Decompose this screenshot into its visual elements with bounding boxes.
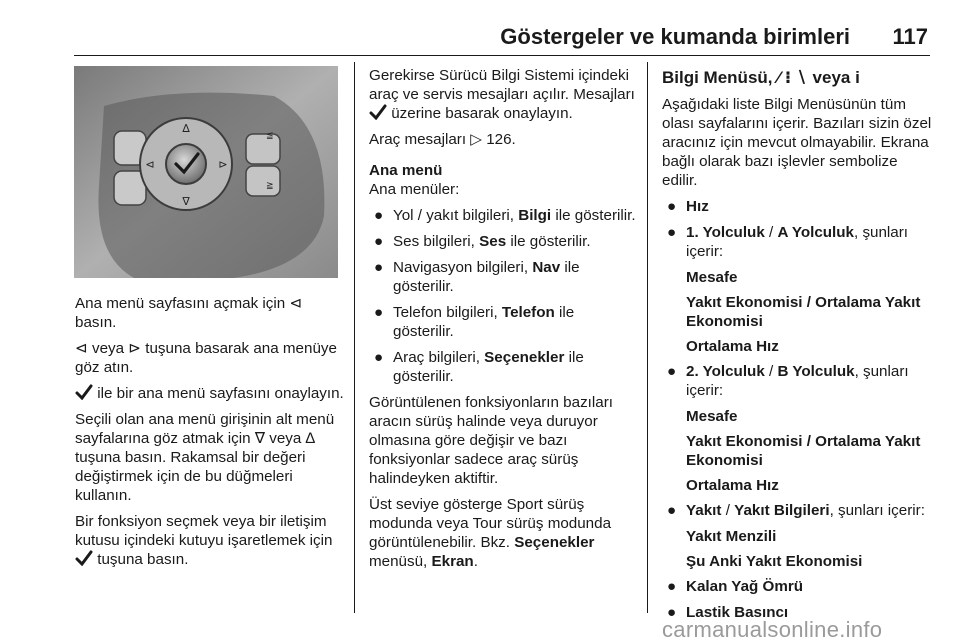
list-item: ● Yol / yakıt bilgileri, Bilgi ile gösterilir. [374, 207, 636, 224]
paragraph: Görüntülenen fonksiyonların bazıları aracın sürüş halinde veya duruyor olmasına göre değişir ve bazı fonksiyonlar sadece araç sürüş halindeyken aktiftir. [369, 394, 613, 487]
page-number: 117 [892, 24, 928, 49]
info-menu-list [662, 197, 934, 261]
list-item: ● Navigasyon bilgileri, Nav ile gösterilir. [374, 259, 580, 295]
sub-item: Ortalama Hız [686, 477, 779, 494]
sub-item: Yakıt Ekonomisi / Ortalama Yakıt Ekonomisi [686, 294, 921, 330]
right-lower-button [246, 166, 280, 196]
svg-text:⊳: ⊳ [218, 158, 228, 171]
svg-text:≧: ≧ [266, 181, 274, 191]
bullet-icon: ● [374, 304, 384, 321]
sub-item: Ortalama Hız [686, 338, 779, 355]
paragraph: ⊲ veya ⊳ tuşuna basarak ana menüye göz atın. [75, 340, 337, 376]
paragraph: Bir fonksiyon seçmek veya bir iletişim kutusu içindeki kutuyu işaretlemek için tuşuna basın. [75, 513, 333, 568]
list-item: ● Kalan Yağ Ömrü [667, 578, 804, 595]
list-item: ● 2. Yolculuk / B Yolculuk, şunları içerir: [667, 363, 909, 399]
section-heading-ana-menu: Ana menü [369, 162, 443, 179]
bullet-icon: ● [374, 349, 384, 366]
bullet-icon: ● [667, 578, 677, 595]
arrow-up-icon: ∆ [305, 430, 315, 447]
bullet-icon: ● [667, 198, 677, 215]
watermark: carmanualsonline.info [662, 617, 883, 642]
main-menu-list [369, 206, 639, 386]
sub-item: Mesafe [686, 408, 738, 425]
paragraph: Ana menüler: [369, 181, 460, 198]
bullet-icon: ● [667, 604, 677, 621]
paragraph: ile bir ana menü sayfasını onaylayın. [75, 384, 345, 403]
check-icon [369, 104, 387, 120]
right-column [662, 66, 934, 629]
sub-item: Mesafe [686, 269, 738, 286]
svg-text:⊲: ⊲ [145, 158, 155, 171]
list-item: ● Telefon bilgileri, Telefon ile gösterilir. [374, 304, 575, 340]
paragraph: Aşağıdaki liste Bilgi Menüsünün tüm olası sayfalarını içerir. Bazıları sizin özel aracınız için mevcut olmayabilir. Ekrana bağlı olarak bazı işlevler sembolize edilir. [662, 96, 932, 189]
sub-item: Şu Anki Yakıt Ekonomisi [686, 553, 863, 570]
info-icon: i [855, 68, 860, 87]
page-header-title: Göstergeler ve kumanda birimleri [500, 24, 850, 49]
steering-wheel-controls-figure [74, 66, 338, 278]
middle-column [369, 66, 639, 578]
list-item: ● Araç bilgileri, Seçenekler ile gösterilir. [374, 349, 584, 385]
paragraph: Araç mesajları ▷ 126. [369, 131, 516, 148]
header-rule [74, 55, 930, 56]
bullet-icon: ● [667, 224, 677, 241]
check-icon [75, 384, 93, 400]
list-item: ● Ses bilgileri, Ses ile gösterilir. [374, 233, 591, 250]
trip-icons: ⁄ ⁝ ∖ [777, 68, 808, 87]
section-heading-bilgi-menusu: Bilgi Menüsü, ⁄ ⁝ ∖ veya i [662, 68, 860, 87]
left-column [75, 294, 345, 576]
bullet-icon: ● [667, 502, 677, 519]
check-icon [75, 550, 93, 566]
bullet-icon: ● [374, 233, 384, 250]
bullet-icon: ● [374, 259, 384, 276]
sub-item: Yakıt Ekonomisi / Ortalama Yakıt Ekonomisi [686, 433, 921, 469]
paragraph: Gerekirse Sürücü Bilgi Sistemi içindeki araç ve servis mesajları açılır. Mesajları üzerine basarak onaylayın. [369, 67, 635, 122]
sub-item: Yakıt Menzili [686, 528, 777, 545]
list-item: ● Yakıt / Yakıt Bilgileri, şunları içerir: [667, 502, 925, 519]
info-menu-list [662, 577, 934, 622]
paragraph: Ana menü sayfasını açmak için ⊲ basın. [75, 295, 303, 331]
bullet-icon: ● [374, 207, 384, 224]
right-upper-button [246, 134, 280, 164]
column-divider-right [647, 62, 648, 613]
info-menu-list [662, 501, 934, 520]
list-item: ● Lastik Basıncı [667, 604, 789, 621]
arrow-down-icon: ∇ [254, 430, 265, 447]
svg-text:≦: ≦ [266, 131, 274, 141]
arrow-left-icon: ⊲ [289, 295, 303, 312]
svg-text:∆: ∆ [182, 122, 190, 135]
list-item: ● Hız [667, 198, 709, 215]
list-item: ● 1. Yolculuk / A Yolculuk, şunları içerir: [667, 224, 909, 260]
svg-text:∇: ∇ [182, 195, 190, 208]
page-reference-icon: ▷ [470, 131, 482, 148]
column-divider-left [354, 62, 355, 613]
arrow-right-icon: ⊳ [128, 340, 142, 357]
paragraph: Üst seviye gösterge Sport sürüş modunda veya Tour sürüş modunda görüntülenebilir. Bkz. Seçenekler menüsü, Ekran. [369, 496, 612, 570]
arrow-left-icon: ⊲ [75, 340, 88, 357]
bullet-icon: ● [667, 363, 677, 380]
info-menu-list [662, 362, 934, 400]
paragraph: Seçili olan ana menü girişinin alt menü sayfalarına göz atmak için ∇ veya ∆ tuşuna basın. Rakamsal bir değeri değiştirmek için de bu düğmeleri kullanın. [75, 411, 335, 504]
